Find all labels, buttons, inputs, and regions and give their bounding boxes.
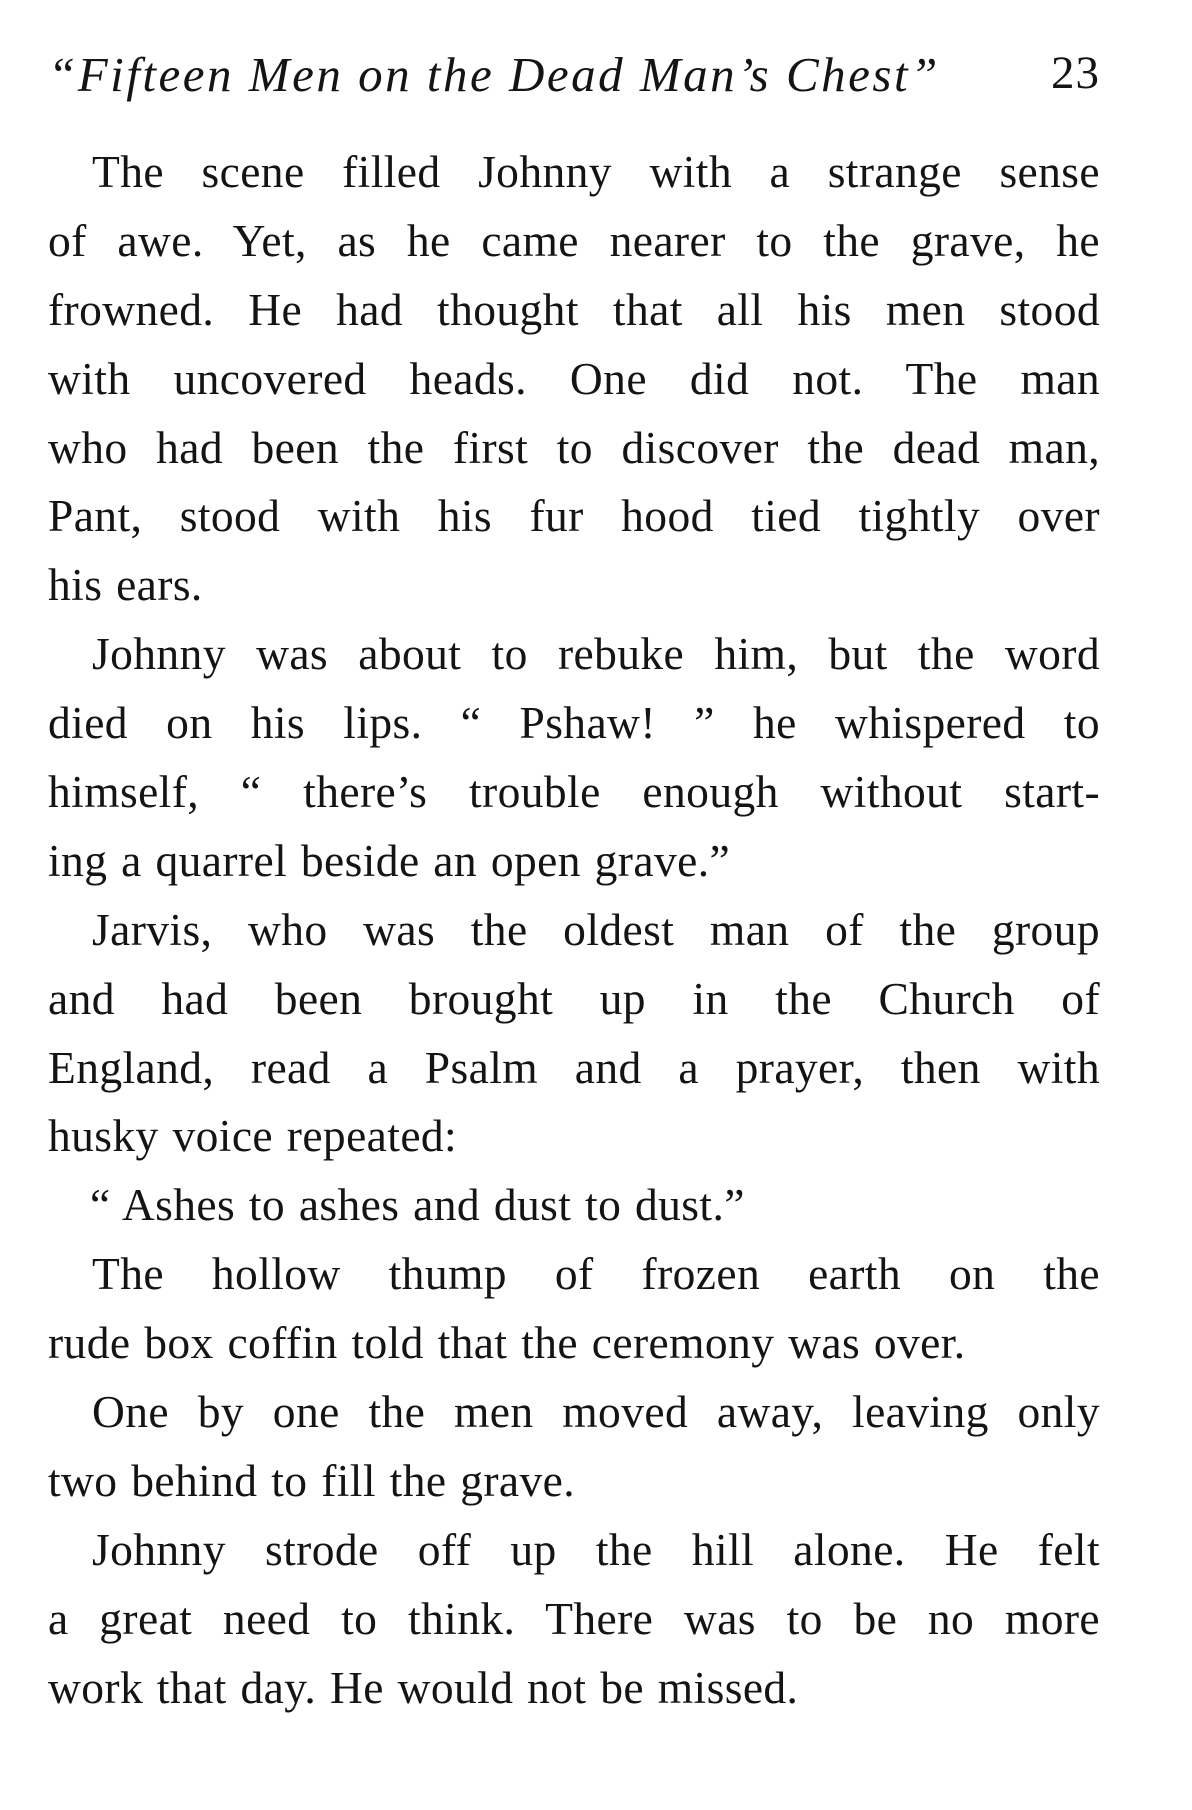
paragraph-3-line-4: husky voice repeated: (48, 1110, 458, 1162)
paragraph-4-line-2: rude box coffin told that the ceremony was over. (48, 1317, 966, 1369)
paragraph-1-line-1: The scene filled Johnny with a strange sense (92, 146, 1100, 197)
paragraph-6-line-1: Johnny strode off up the hill alone. He felt (92, 1523, 1100, 1575)
paragraph-3-line-2: and had been brought up in the Church of (48, 972, 1100, 1024)
page-header (48, 40, 1100, 110)
paragraph-1-line-2: of awe. Yet, as he came nearer to the grave, he (48, 214, 1100, 266)
paragraph-1-line-3: frowned. He had thought that all his men stood (48, 283, 1100, 335)
paragraph-1-line-7: his ears. (48, 559, 203, 611)
paragraph-3-line-3: England, read a Psalm and a prayer, then with (48, 1041, 1100, 1093)
paragraph-6-line-3: work that day. He would not be missed. (48, 1661, 799, 1713)
running-head: “Fifteen Men on the Dead Man’s Chest” (48, 47, 940, 102)
paragraph-2-line-4: ing a quarrel beside an open grave.” (48, 834, 731, 886)
page-number: 23 (1051, 47, 1100, 99)
paragraph-5-line-1: One by one the men moved away, leaving only (92, 1386, 1100, 1438)
paragraph-1-line-4: with uncovered heads. One did not. The man (48, 352, 1100, 404)
paragraph-2-line-2: died on his lips. “ Pshaw! ” he whispered to (48, 697, 1100, 749)
quotation-line: “ Ashes to ashes and dust to dust.” (90, 1179, 745, 1231)
paragraph-6-line-2: a great need to think. There was to be no more (48, 1592, 1100, 1644)
paragraph-2-line-1: Johnny was about to rebuke him, but the word (92, 628, 1100, 680)
paragraph-5-line-2: two behind to fill the grave. (48, 1454, 576, 1506)
paragraph-3-line-1: Jarvis, who was the oldest man of the group (92, 903, 1100, 955)
paragraph-1-line-6: Pant, stood with his fur hood tied tightly over (48, 490, 1100, 542)
paragraph-2-line-3: himself, “ there’s trouble enough without start- (48, 766, 1100, 818)
paragraph-4-line-1: The hollow thump of frozen earth on the (92, 1248, 1100, 1300)
body-text (48, 138, 1100, 1722)
paragraph-1-line-5: who had been the first to discover the dead man, (48, 421, 1100, 473)
